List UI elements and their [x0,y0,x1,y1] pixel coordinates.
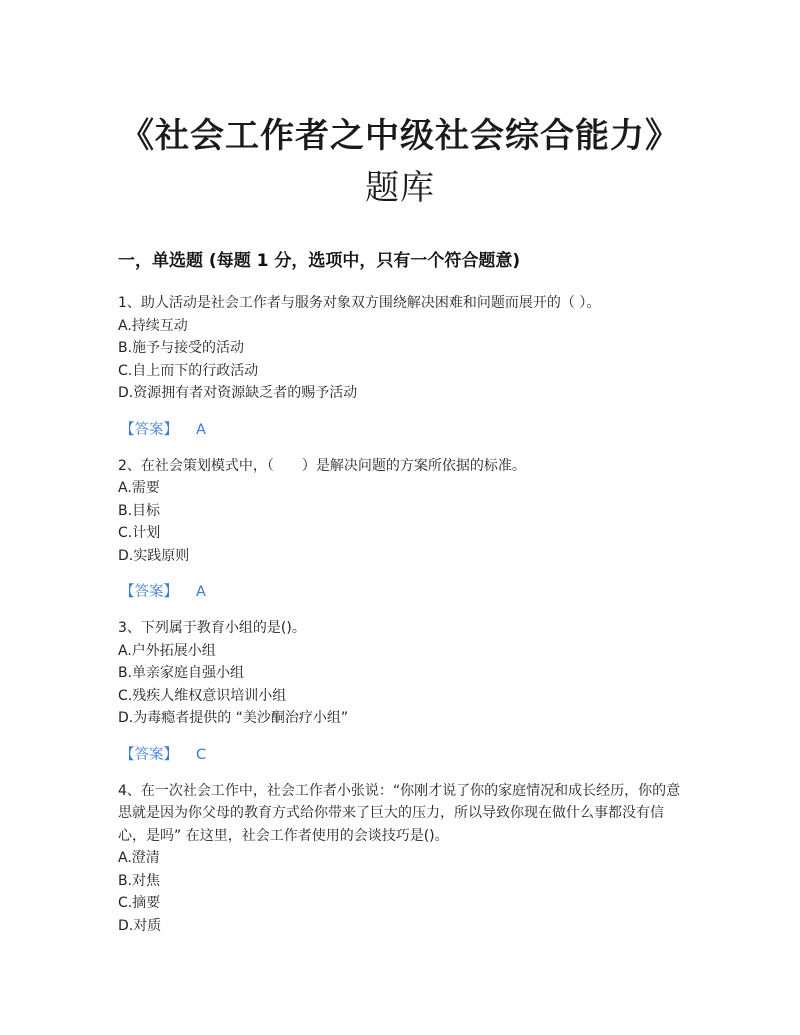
answer-line [118,581,688,603]
question-stem: 4、在一次社会工作中，社会工作者小张说：“你刚才说了你的家庭情况和成长经历，你的意思就是因为你父母的教育方式给你带来了巨大的压力，所以导致你现在做什么事都没有信心，是吗” 在这里，社会工作者使用的会谈技巧是()。 [118,782,681,844]
option-a: A.持续互动 [118,317,188,334]
question-stem: 2、在社会策划模式中，（ ）是解决问题的方案所依据的标准。 [118,457,526,474]
option-c: C.计划 [118,525,161,541]
document-subtitle: 题库 [365,168,435,208]
option-d: D.实践原则 [118,547,190,564]
question-2 [118,455,688,604]
answer-line [118,419,688,441]
option-c: C.自上而下的行政活动 [118,362,259,379]
answer-label: 【答案】 [120,746,178,763]
answer-value: C [196,746,207,763]
option-a: A.需要 [118,480,160,496]
answer-value: A [196,421,206,438]
option-b: B.对焦 [118,872,161,889]
option-b: B.单亲家庭自强小组 [118,665,245,681]
answer-line [118,744,688,766]
option-c: C.摘要 [118,895,161,911]
question-1 [118,292,688,441]
question-4 [118,780,688,938]
option-b: B.施予与接受的活动 [118,340,245,356]
question-3 [118,617,688,766]
option-d: D.为毒瘾者提供的 “美沙酮治疗小组” [118,710,349,726]
section-heading: 一，单选题 (每题 1 分，选项中，只有一个符合题意) [118,251,521,271]
question-stem: 1、助人活动是社会工作者与服务对象双方围绕解决困难和问题而展开的（ ）。 [118,295,601,311]
question-list [118,292,688,937]
answer-label: 【答案】 [120,421,178,438]
option-a: A.户外拓展小组 [118,642,216,659]
option-a: A.澄清 [118,850,160,866]
option-b: B.目标 [118,502,161,519]
answer-label: 【答案】 [120,584,178,600]
option-c: C.残疾人维权意识培训小组 [118,687,287,704]
question-stem: 3、下列属于教育小组的是()。 [118,620,306,636]
document-title: 《社会工作者之中级社会综合能力》 [120,116,680,156]
option-d: D.对质 [118,917,162,934]
option-d: D.资源拥有者对资源缺乏者的赐予活动 [118,385,358,401]
answer-value: A [196,584,206,600]
